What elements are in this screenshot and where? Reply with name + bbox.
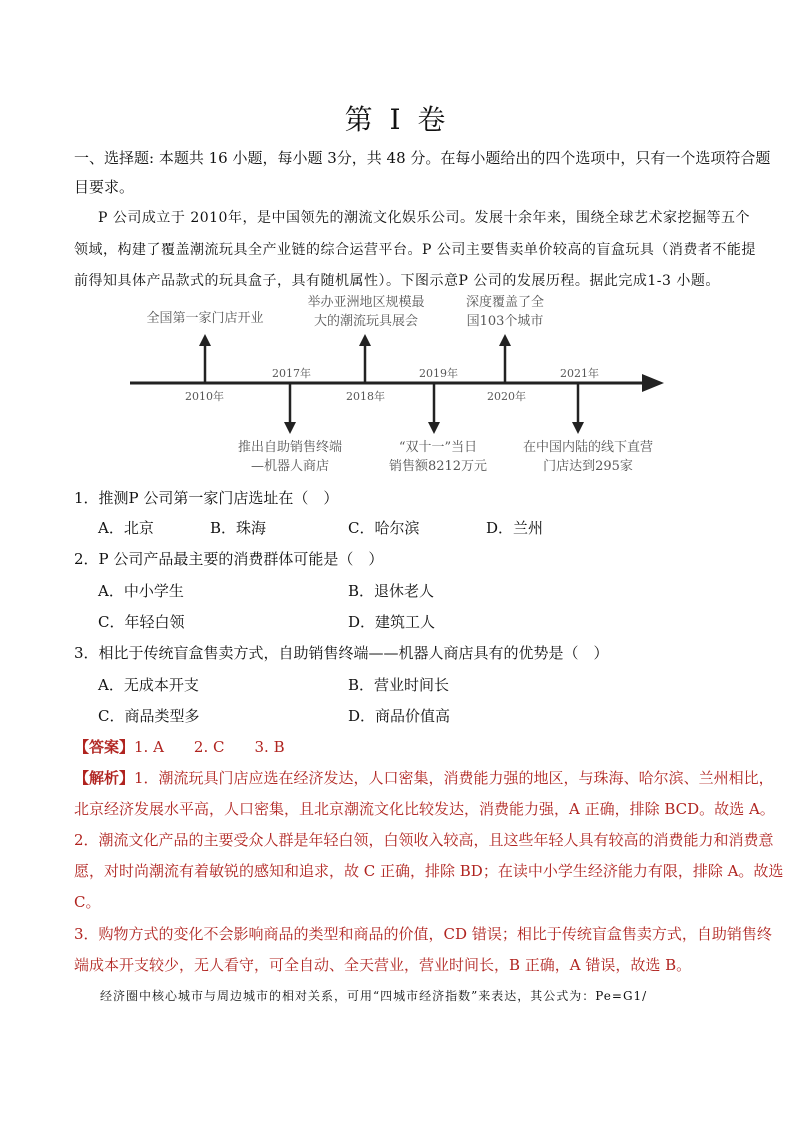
year-label-2020: 2020年 — [487, 390, 526, 403]
question-1-option-c: C．哈尔滨 — [348, 519, 420, 537]
event-295-stores-line-1: 在中国内陆的线下直营 — [522, 440, 653, 455]
event-double-eleven-line-1: “双十一”当日 — [398, 440, 478, 455]
intro-line-3: 前得知具体产品款式的玩具盒子，具有随机属性）。下图示意P 公司的发展历程。据此完成1-3 小题。 — [74, 273, 720, 289]
question-2-option-b: B．退休老人 — [348, 582, 435, 600]
analysis-line-5: C。 — [74, 893, 101, 911]
event-103-cities-line-2: 国103个城市 — [466, 314, 544, 329]
event-first-store — [125, 309, 285, 328]
year-label-2018: 2018年 — [346, 390, 385, 403]
question-2-option-a: A．中小学生 — [98, 582, 184, 600]
event-double-eleven-line-2: 销售额8212万元 — [388, 459, 488, 474]
question-3-option-a: A．无成本开支 — [98, 676, 199, 694]
up-arrow-2018 — [359, 334, 371, 383]
answer-text: 1. A 2. C 3. B — [134, 738, 285, 756]
event-toy-expo — [286, 293, 446, 331]
analysis-line-1: 1．潮流玩具门店应选在经济发达，人口密集，消费能力强的地区，与珠海、哈尔滨、兰州相比， — [134, 769, 774, 787]
trailing-note: 经济圈中核心城市与周边城市的相对关系，可用“四城市经济指数”来表达，其公式为：Pe=G1/ — [100, 989, 648, 1003]
event-double-eleven — [358, 438, 518, 476]
down-arrow-2021 — [572, 383, 584, 434]
answer-label: 【答案】 — [74, 738, 135, 756]
timeline-axis-arrowhead — [642, 374, 664, 392]
event-robot-store-line-1: 推出自助销售终端 — [237, 440, 342, 455]
event-295-stores — [508, 438, 668, 476]
analysis-line-7: 端成本开支较少，无人看守，可全自动、全天营业，营业时间长，B 正确，A 错误，故选 B。 — [74, 956, 692, 974]
event-103-cities-line-1: 深度覆盖了全 — [465, 295, 544, 310]
question-1-stem: 1．推测P 公司第一家门店选址在（ ） — [74, 489, 339, 507]
analysis-line-2: 北京经济发展水平高，人口密集，且北京潮流文化比较发达，消费能力强，A 正确，排除 BCD。故选 A。 — [74, 800, 775, 818]
question-2-stem: 2．P 公司产品最主要的消费群体可能是（ ） — [74, 550, 384, 568]
event-295-stores-line-2: 门店达到295家 — [543, 459, 633, 474]
analysis-line-6: 3．购物方式的变化不会影响商品的类型和商品的价值，CD 错误；相比于传统盲盒售卖方式，自助销售终 — [74, 925, 772, 943]
event-robot-store-line-2: —机器人商店 — [250, 459, 329, 474]
answer-row — [74, 736, 285, 757]
year-label-2017: 2017年 — [272, 367, 311, 380]
analysis-label: 【解析】 — [74, 769, 135, 787]
year-label-2021: 2021年 — [560, 367, 599, 380]
question-1-option-a: A．北京 — [98, 519, 154, 537]
question-3-option-b: B．营业时间长 — [348, 676, 450, 694]
down-arrow-2019 — [428, 383, 440, 434]
question-3-stem: 3．相比于传统盲盒售卖方式，自助销售终端——机器人商店具有的优势是（ ） — [74, 644, 609, 662]
analysis-line-3: 2．潮流文化产品的主要受众人群是年轻白领，白领收入较高，且这些年轻人具有较高的消费能力和消费意 — [74, 831, 774, 849]
event-first-store-line-1: 全国第一家门店开业 — [146, 311, 264, 326]
question-3-option-c: C．商品类型多 — [98, 707, 200, 725]
event-toy-expo-line-2: 大的潮流玩具展会 — [313, 314, 418, 329]
intro-line-1: P 公司成立于 2010年，是中国领先的潮流文化娱乐公司。发展十余年来，围绕全球艺术家挖掘等五个 — [98, 210, 750, 226]
event-toy-expo-line-1: 举办亚洲地区规模最 — [307, 295, 425, 310]
question-1-option-b: B．珠海 — [210, 519, 267, 537]
year-label-2010: 2010年 — [185, 390, 224, 403]
up-arrow-2020 — [499, 334, 511, 383]
question-1-option-d: D．兰州 — [486, 519, 544, 537]
section-header-line-1: 一、选择题: 本题共 16 小题，每小题 3分，共 48 分。在每小题给出的四个选项中，只有一个选项符合题 — [74, 149, 771, 167]
analysis-line-4: 愿，对时尚潮流有着敏锐的感知和追求，故 C 正确，排除 BD；在读中小学生经济能力有限，排除 A。故选 — [74, 862, 784, 880]
up-arrow-2010 — [199, 334, 211, 383]
section-header-line-2: 目要求。 — [74, 178, 135, 196]
intro-line-2: 领域，构建了覆盖潮流玩具全产业链的综合运营平台。P 公司主要售卖单价较高的盲盒玩具（消费者不能提 — [74, 242, 756, 258]
page-title: 第 I 卷 — [344, 103, 450, 136]
analysis-row-1 — [74, 767, 774, 788]
question-2-option-d: D．建筑工人 — [348, 613, 436, 631]
event-robot-store — [210, 438, 370, 476]
year-label-2019: 2019年 — [419, 367, 458, 380]
question-3-option-d: D．商品价值高 — [348, 707, 451, 725]
question-2-option-c: C．年轻白领 — [98, 613, 185, 631]
down-arrow-2017 — [284, 383, 296, 434]
event-103-cities — [425, 293, 585, 331]
